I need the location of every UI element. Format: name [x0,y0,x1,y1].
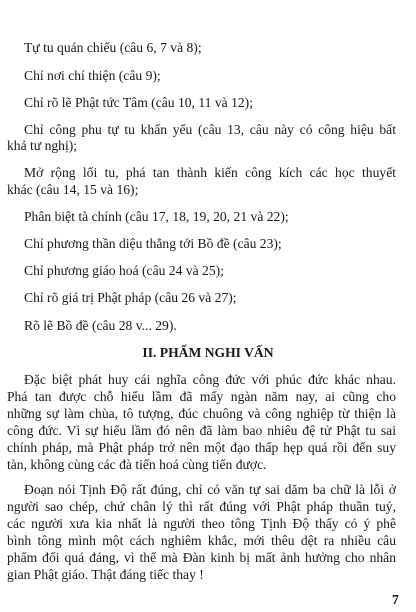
list-item: Rõ lẽ Bồ đề (câu 28 v... 29). [24,318,177,333]
paragraph-line: phẩm đối quá đáng, vì thế mà Đàn kinh bị mất ảnh hưởng cho nhân [7,550,396,565]
paragraph-line: chính pháp, mà Phật pháp trở nên một đạo thấp hẹp quá rồi đến suy [7,440,396,455]
paragraph-line: Đặc biệt phát huy cái nghĩa công đức với phúc đức khác nhau. [24,372,396,387]
list-item: Chỉ công phu tự tu khẩn yếu (câu 13, câu này có công hiệu bất [24,122,396,137]
list-item-continuation: khả tư nghị); [7,138,78,153]
list-item: Chỉ nơi chí thiện (câu 9); [24,68,161,83]
paragraph-line: gian Phật giáo. Thật đáng tiếc thay ! [7,567,204,582]
paragraph-line: các người xưa kia nhất là người theo tông Tịnh Độ thấy có ý phê [7,516,396,531]
paragraph-line: người sao chép, chứ chân lý thì rất đúng với Phật pháp thuần tuý, [7,499,396,514]
list-item: Chỉ phương giáo hoá (câu 24 và 25); [24,263,224,278]
list-item: Chỉ phương thần diệu thẳng tới Bồ đề (câu 23); [24,236,282,251]
list-item: Mở rộng lối tu, phá tan thành kiến công kích các học thuyết [24,165,396,180]
list-item-continuation: khác (câu 14, 15 và 16); [7,182,139,197]
paragraph-line: Đoạn nói Tịnh Độ rất đúng, chỉ có văn tự sai dăm ba chữ là lỗi ở [24,482,396,497]
list-item: Phân biệt tà chính (câu 17, 18, 19, 20, 21 và 22); [24,209,289,224]
page-number: 7 [392,592,399,607]
list-item: Tự tu quán chiếu (câu 6, 7 và 8); [24,40,202,55]
list-item: Chỉ rõ giá trị Phật pháp (câu 26 và 27); [24,290,237,305]
section-heading: II. PHẨM NGHI VẤN [142,345,274,360]
list-item: Chỉ rõ lẽ Phật tức Tâm (câu 10, 11 và 12); [24,95,253,110]
paragraph-line: Phá tan được chỗ hiểu lầm đã mấy ngàn năm nay, ai cũng cho [7,389,396,404]
paragraph-line: những sự làm chùa, tô tượng, đúc chuông và công nghiệp từ thiện là [7,406,396,421]
paragraph-line: bình tông mình một cách nghiêm khắc, mới thêu dệt ra nhiều câu [7,533,396,548]
paragraph-line: tàn, không cùng các đà tiến hoá cùng tiến được. [7,457,267,472]
paragraph-line: công đức. Vì sự hiểu lầm đó nên đã làm bao nhiêu đệ tử Phật tu sai [7,423,396,438]
